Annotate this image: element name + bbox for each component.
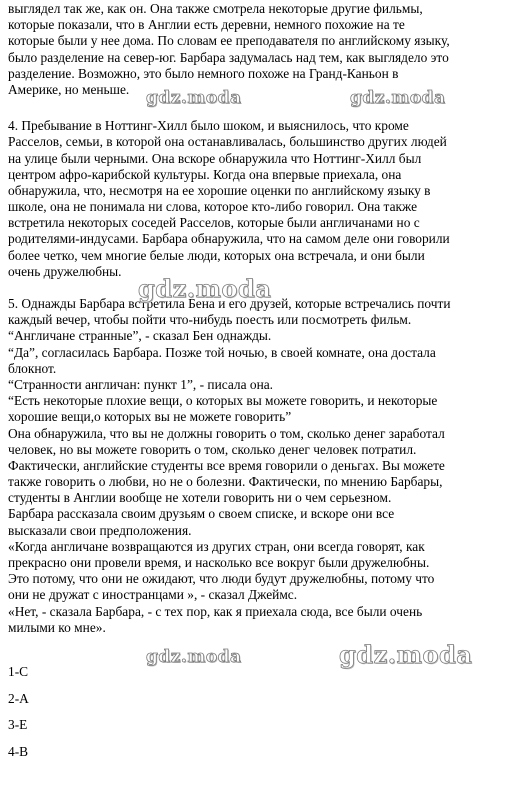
text-line: которые были у нее дома. По словам ее преподавателя по английскому языку, — [8, 33, 450, 49]
text-line: прекрасно они провели время, и насколько все вокруг были дружелюбны. — [8, 555, 430, 570]
text-line: 4. Пребывание в Ноттинг-Хилл было шоком, и выяснилось, что кроме — [8, 118, 409, 134]
answer-key — [8, 664, 29, 770]
text-line: 5. Однажды Барбара встретила Бена и его друзей, которые встречались почти — [8, 296, 451, 311]
text-line: студенты в Англии вообще не хотели говорить ни о чем серьезном. — [8, 490, 392, 506]
answer-item: 2-A — [8, 690, 29, 706]
text-line: Это потому, что они не ожидают, что люди будут дружелюбны, потому что — [8, 571, 435, 587]
text-line: Она обнаружила, что вы не должны говорить о том, сколько денег заработал — [8, 425, 445, 441]
paragraph-5 — [8, 296, 500, 636]
text-line: блокнот. — [8, 360, 57, 376]
watermark: gdz.moda — [350, 88, 446, 108]
text-line: более четко, чем многие белые люди, которых она встречала, и они были — [8, 247, 425, 263]
text-line: милыми ко мне». — [8, 619, 106, 635]
text-line: «Когда англичане возвращаются из других стран, они всегда говорят, как — [8, 538, 425, 554]
watermark: gdz.moda — [146, 647, 242, 667]
text-line: школе, она не понимала ни слова, которое кто-либо говорил. Она также — [8, 199, 418, 215]
text-line: встретила некоторых соседей Расселов, которые были англичанами но с — [8, 215, 420, 231]
text-line: Расселов, семьи, в которой она останавливалась, большинство других людей — [8, 134, 447, 150]
text-line: «Нет, - сказала Барбара, - с тех пор, как я приехала сюда, все были очень — [8, 603, 423, 619]
answer-item: 3-E — [8, 717, 28, 732]
answer-item: 1-C — [8, 664, 29, 679]
text-line: высказали свои предположения. — [8, 522, 192, 538]
paragraph-3-continuation — [8, 1, 500, 98]
text-line: центром афро-карибской культуры. Когда она впервые приехала, она — [8, 166, 402, 182]
text-line: хорошие вещи,о которых вы не можете говорить” — [8, 409, 292, 425]
answer-item: 4-B — [8, 743, 29, 759]
text-line: каждый вечер, чтобы пойти что-нибудь поесть или посмотреть фильм. — [8, 312, 412, 328]
text-line: они не дружат с иностранцами », - сказал Джеймс. — [8, 587, 298, 603]
text-line: было разделение на север-юг. Барбара задумалась над тем, как выглядело это — [8, 49, 449, 65]
text-line: на улице были черными. Она вскоре обнаружила что Ноттинг-Хилл был — [8, 150, 422, 166]
text-line: Барбара рассказала своим друзьям о своем списке, и вскоре они все — [8, 506, 395, 522]
text-line: выглядел так же, как он. Она также смотрела некоторые другие фильмы, — [8, 1, 423, 16]
text-line: разделение. Возможно, это было немного похоже на Гранд-Каньон в — [8, 65, 399, 81]
text-line: которые показали, что в Англии есть деревни, немного похожие на те — [8, 17, 405, 33]
watermark: gdz.moda — [138, 274, 272, 303]
text-line: “Англичане странные”, - сказал Бен однажды. — [8, 328, 272, 344]
watermark: gdz.moda — [146, 88, 242, 108]
watermark: gdz.moda — [339, 640, 473, 669]
text-line: родителями-индусами. Барбара обнаружила, что на самом деле они говорили — [8, 231, 450, 247]
paragraph-4 — [8, 118, 500, 280]
text-line: обнаружила, что, несмотря на ее хорошие оценки по английскому языку в — [8, 182, 431, 198]
text-line: также говорить о любви, но не о болезни. Фактически, по мнению Барбары, — [8, 474, 443, 490]
text-line: человек, но вы можете говорить о том, сколько денег человек потратил. — [8, 441, 417, 457]
text-line: Фактически, английские студенты все время говорили о деньгах. Вы можете — [8, 457, 445, 473]
text-line: Америке, но меньше. — [8, 81, 130, 97]
text-line: “Странности англичан: пункт 1”, - писала она. — [8, 376, 274, 392]
text-line: очень дружелюбны. — [8, 263, 122, 279]
text-line: “Есть некоторые плохие вещи, о которых вы можете говорить, и некоторые — [8, 393, 438, 409]
text-line: “Да”, согласилась Барбара. Позже той ночью, в своей комнате, она достала — [8, 344, 436, 360]
